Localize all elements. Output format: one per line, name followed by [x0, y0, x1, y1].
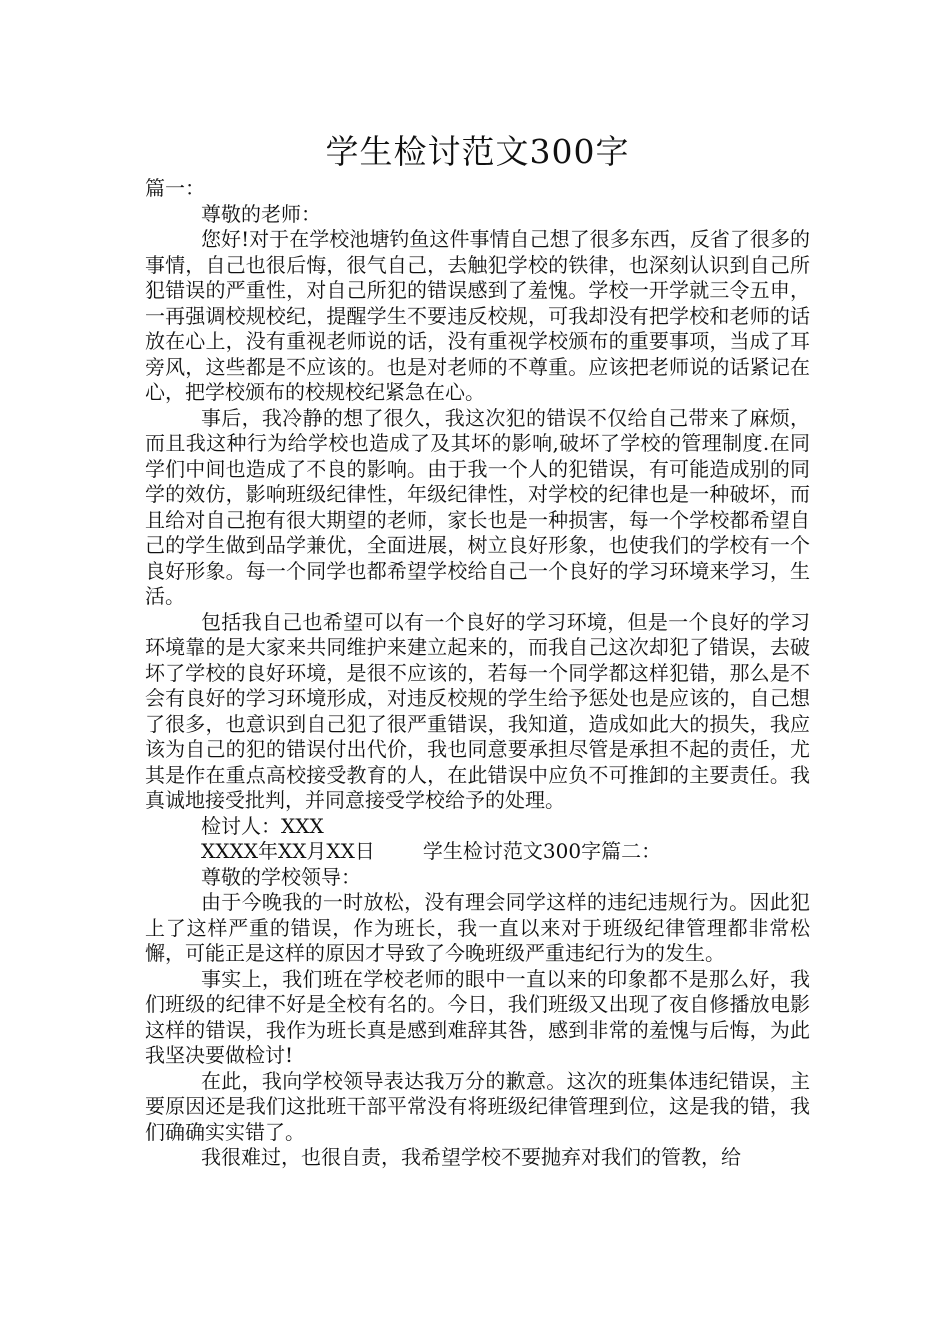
body-paragraph: 事后，我冷静的想了很久，我这次犯的错误不仅给自己带来了麻烦，而且我这种行为给学校也造成了及其坏的影响,破坏了学校的管理制度.在同学们中间也造成了不良的影响。由于我一个人的犯错误，有可能造成别的同学的效仿，影响班级纪律性，年级纪律性，对学校的纪律也是一种破坏，而且给对自己抱有很大期望的老师，家长也是一种损害，每一个学校都希望自己的学生做到品学兼优，全面进展，树立良好形象，也使我们的学校有一个良好形象。每一个同学也都希望学校给自己一个良好的学习环境来学习，生活。 — [145, 405, 810, 608]
body-paragraph: 在此，我向学校领导表达我万分的歉意。这次的班集体违纪错误，主要原因还是我们这批班干部平常没有将班级纪律管理到位，这是我的错，我们确确实实错了。 — [145, 1068, 810, 1144]
salutation-one: 尊敬的老师： — [201, 201, 321, 226]
salutation-two: 尊敬的学校领导： — [201, 864, 361, 889]
body-paragraph: 事实上，我们班在学校老师的眼中一直以来的印象都不是那么好，我们班级的纪律不好是全校有名的。今日，我们班级又出现了夜自修播放电影这样的错误，我作为班长真是感到难辞其咎，感到非常的羞愧与后悔，为此我坚决要做检讨! — [145, 966, 810, 1067]
section-one-label: 篇一： — [145, 176, 205, 200]
body-paragraph: 由于今晚我的一时放松，没有理会同学这样的违纪违规行为。因此犯上了这样严重的错误，作为班长，我一直以来对于班级纪律管理都非常松懈，可能正是这样的原因才导致了今晚班级严重违纪行为的发生。 — [145, 890, 810, 965]
date-text: XXXX年XX月XX日 — [201, 839, 375, 863]
document-body — [145, 130, 810, 1171]
body-paragraph: 您好!对于在学校池塘钓鱼这件事情自己想了很多东西，反省了很多的事情，自己也很后悔，很气自己，去触犯学校的铁律，也深刻认识到自己所犯错误的严重性，对自己所犯的错误感到了羞愧。学校一开学就三令五申，一再强调校规校纪，提醒学生不要违反校规，可我却没有把学校和老师的话放在心上，没有重视老师说的话，没有重视学校颁布的重要事项，当成了耳旁风，这些都是不应该的。也是对老师的不尊重。应该把老师说的话紧记在心，把学校颁布的校规校纪紧急在心。 — [145, 227, 810, 404]
signature-line: 检讨人：XXX — [201, 813, 324, 838]
body-paragraph: 我很难过，也很自责，我希望学校不要抛弃对我们的管教，给 — [201, 1145, 741, 1169]
document-title: 学生检讨范文300字 — [325, 132, 630, 171]
section-two-heading: 学生检讨范文300字篇二： — [422, 839, 662, 863]
date-and-section-two-line — [145, 839, 810, 865]
body-paragraph: 包括我自己也希望可以有一个良好的学习环境，但是一个良好的学习环境靠的是大家来共同维护来建立起来的，而我自己这次却犯了错误，去破坏了学校的良好环境，是很不应该的，若每一个同学都这样犯错，那么是不会有良好的学习环境形成，对违反校规的学生给予惩处也是应该的，自己想了很多，也意识到自己犯了很严重错误，我知道，造成如此大的损失，我应该为自己的犯的错误付出代价，我也同意要承担尽管是承担不起的责任，尤其是作在重点高校接受教育的人，在此错误中应负不可推卸的主要责任。我真诚地接受批判，并同意接受学校给予的处理。 — [145, 609, 810, 812]
